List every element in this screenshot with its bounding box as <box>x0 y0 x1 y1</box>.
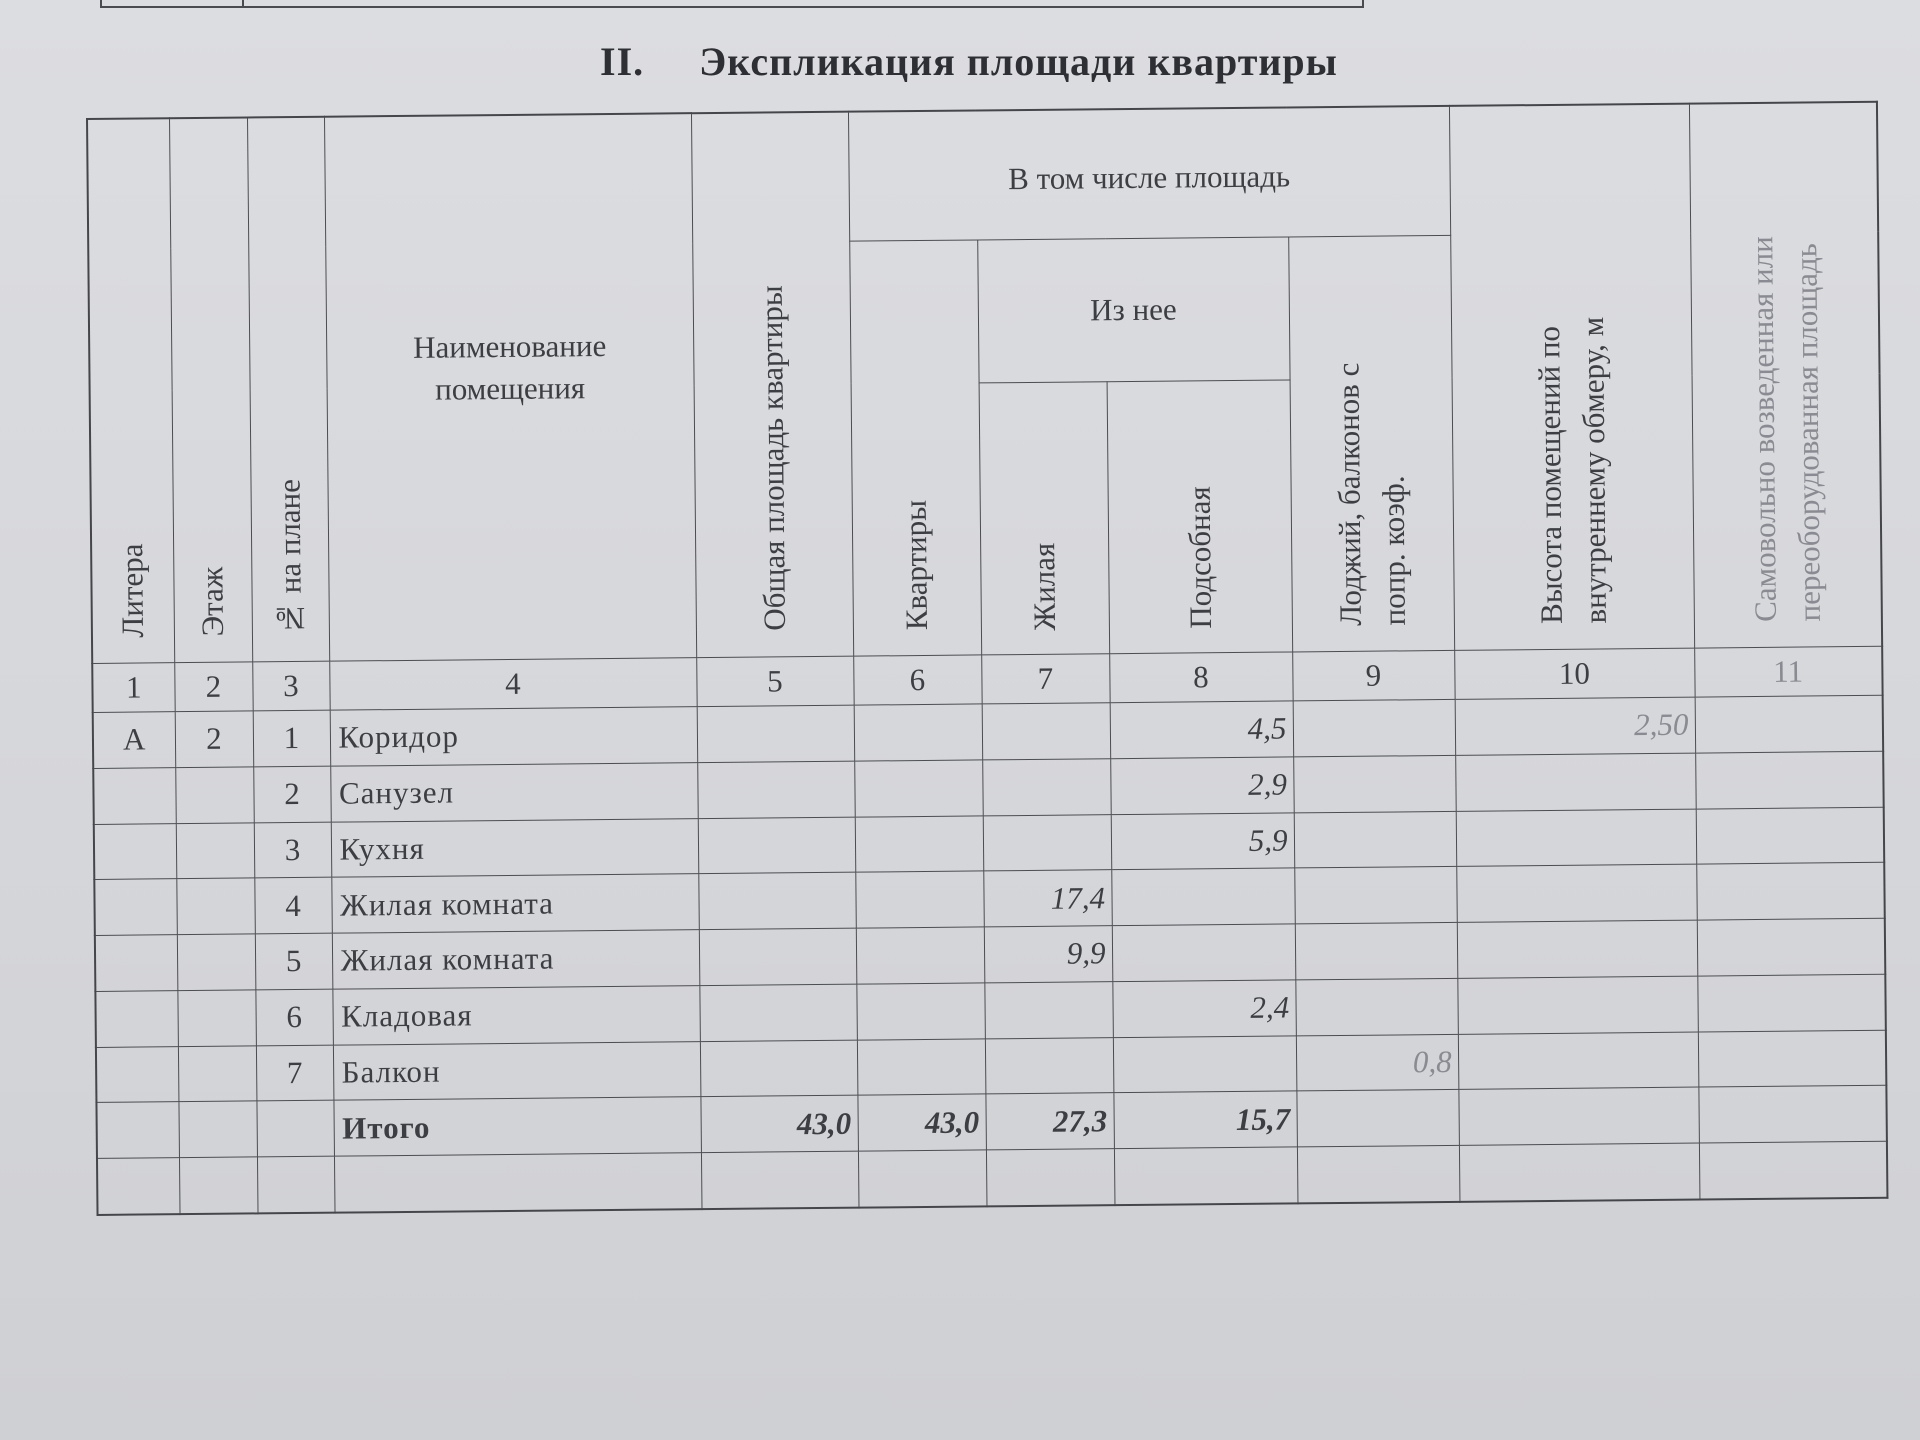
cell-obshchaya <box>697 705 855 762</box>
cell-etazh <box>176 878 255 934</box>
cell-kvartiry <box>857 1038 986 1095</box>
cell-etazh <box>177 990 256 1046</box>
section-heading <box>600 38 1400 85</box>
cell-kvartiry <box>856 983 985 1040</box>
column-number: 1 <box>92 663 174 712</box>
cell-lodzhiy <box>1295 978 1458 1035</box>
previous-table-remnant <box>100 0 1364 8</box>
header-podsobnaya: Подсобная <box>1107 380 1293 654</box>
cell-obshchaya <box>698 872 856 929</box>
cell-name: Санузел <box>330 762 698 821</box>
column-number: 9 <box>1292 651 1454 701</box>
total-zhilaya: 27,3 <box>985 1093 1114 1150</box>
total-samovolno <box>1698 1086 1887 1144</box>
cell-podsobnaya <box>1113 1036 1297 1094</box>
cell-vysota <box>1456 809 1697 867</box>
cell-nomer: 7 <box>256 1045 334 1101</box>
cell-kvartiry <box>855 871 984 928</box>
total-podsobnaya: 15,7 <box>1113 1091 1297 1149</box>
header-samovolno: Самовольно возведенная или переоборудованная площадь <box>1689 102 1882 649</box>
cell-nomer: 3 <box>254 822 332 878</box>
column-number: 3 <box>252 662 329 711</box>
cell-name: Жилая комната <box>332 930 700 989</box>
cell-empty <box>256 1100 334 1156</box>
cell-zhilaya: 17,4 <box>983 870 1112 927</box>
cell-podsobnaya: 2,9 <box>1110 757 1294 815</box>
total-vysota <box>1458 1087 1699 1145</box>
cell-lodzhiy <box>1293 755 1456 812</box>
cell-litera <box>93 768 176 825</box>
cell-kvartiry <box>856 927 985 984</box>
cell-litera <box>94 879 177 936</box>
cell-podsobnaya: 2,4 <box>1112 980 1296 1038</box>
cell-obshchaya <box>699 928 857 985</box>
cell-vysota <box>1458 1032 1699 1090</box>
cell-zhilaya <box>984 982 1113 1039</box>
cell-kvartiry <box>854 760 983 817</box>
explication-table <box>86 101 1888 1216</box>
cell-samovolno <box>1695 751 1884 809</box>
cell-etazh <box>176 823 255 879</box>
cell-zhilaya <box>985 1037 1114 1094</box>
cell-samovolno <box>1698 1030 1887 1088</box>
total-kvartiry: 43,0 <box>857 1094 986 1151</box>
column-number: 4 <box>329 658 696 710</box>
cell-vysota <box>1457 976 1698 1034</box>
cell-zhilaya <box>983 814 1112 871</box>
total-label: Итого <box>333 1097 701 1156</box>
cell-vysota <box>1456 864 1697 922</box>
column-number: 7 <box>981 654 1109 704</box>
header-obshchaya: Общая площадь квартиры <box>691 112 853 658</box>
cell-nomer: 4 <box>254 878 332 934</box>
section-title: Экспликация площади квартиры <box>699 39 1338 84</box>
cell-obshchaya <box>699 984 857 1041</box>
header-zhilaya: Жилая <box>979 381 1110 655</box>
cell-nomer: 1 <box>253 710 331 766</box>
cell-litera <box>95 990 178 1047</box>
cell-nomer: 6 <box>255 989 333 1045</box>
header-iz-nee: Из нее <box>977 237 1289 382</box>
column-number: 8 <box>1109 652 1292 702</box>
cell-samovolno <box>1696 807 1885 865</box>
column-number: 6 <box>853 655 981 705</box>
cell-name: Жилая комната <box>331 874 699 933</box>
header-naimenovanie: Наименование помещения <box>324 113 696 661</box>
cell-etazh <box>178 1045 257 1101</box>
cell-samovolno <box>1696 863 1885 921</box>
cell-name: Коридор <box>330 707 698 766</box>
cell-zhilaya: 9,9 <box>984 926 1113 983</box>
cell-vysota <box>1455 753 1696 811</box>
header-row-1 <box>87 102 1878 249</box>
cell-obshchaya <box>698 817 856 874</box>
section-number: II. <box>600 39 645 84</box>
cell-zhilaya <box>982 759 1111 816</box>
cell-etazh: 2 <box>175 711 254 767</box>
cell-podsobnaya: 5,9 <box>1111 813 1295 871</box>
column-number: 11 <box>1694 647 1882 697</box>
header-etazh: Этаж <box>169 117 252 663</box>
cell-samovolno <box>1697 918 1886 976</box>
column-number: 5 <box>696 657 853 707</box>
cell-podsobnaya <box>1112 924 1296 982</box>
cell-obshchaya <box>697 761 855 818</box>
cell-lodzhiy <box>1293 699 1456 756</box>
cell-samovolno <box>1697 974 1886 1032</box>
header-v-tom-chisle: В том числе площадь <box>848 106 1450 242</box>
cell-litera <box>96 1046 179 1103</box>
cell-nomer: 5 <box>255 933 333 989</box>
cell-lodzhiy <box>1294 867 1457 924</box>
header-litera: Литера <box>87 118 174 664</box>
cell-lodzhiy <box>1295 922 1458 979</box>
cell-litera <box>94 823 177 880</box>
cell-etazh <box>177 934 256 990</box>
cell-kvartiry <box>855 816 984 873</box>
header-kvartiry: Квартиры <box>849 240 981 656</box>
cell-podsobnaya: 4,5 <box>1110 701 1294 759</box>
cell-vysota: 2,50 <box>1455 697 1696 755</box>
cell-vysota <box>1457 920 1698 978</box>
cell-samovolno <box>1695 695 1884 753</box>
cell-obshchaya <box>700 1040 858 1097</box>
total-obshchaya: 43,0 <box>700 1095 858 1152</box>
cell-name: Кладовая <box>332 985 700 1044</box>
cell-litera: А <box>93 712 176 769</box>
column-number: 10 <box>1454 649 1694 700</box>
cell-empty <box>178 1101 257 1157</box>
header-nomer: № на плане <box>247 117 329 663</box>
cell-kvartiry <box>854 704 983 761</box>
cell-litera <box>95 935 178 992</box>
column-number: 2 <box>174 662 252 711</box>
cell-etazh <box>175 767 254 823</box>
cell-nomer: 2 <box>253 766 331 822</box>
cell-lodzhiy: 0,8 <box>1296 1034 1459 1091</box>
cell-name: Кухня <box>331 818 699 877</box>
total-lodzhiy <box>1296 1090 1459 1147</box>
cell-podsobnaya <box>1111 868 1295 926</box>
cell-empty <box>96 1102 179 1159</box>
cell-lodzhiy <box>1294 811 1457 868</box>
header-lodzhiy: Лоджий, балконов с попр. коэф. <box>1288 236 1454 653</box>
cell-name: Балкон <box>333 1041 701 1100</box>
cell-zhilaya <box>982 703 1111 760</box>
header-vysota: Высота помещений по внутреннему обмеру, м <box>1449 104 1694 651</box>
